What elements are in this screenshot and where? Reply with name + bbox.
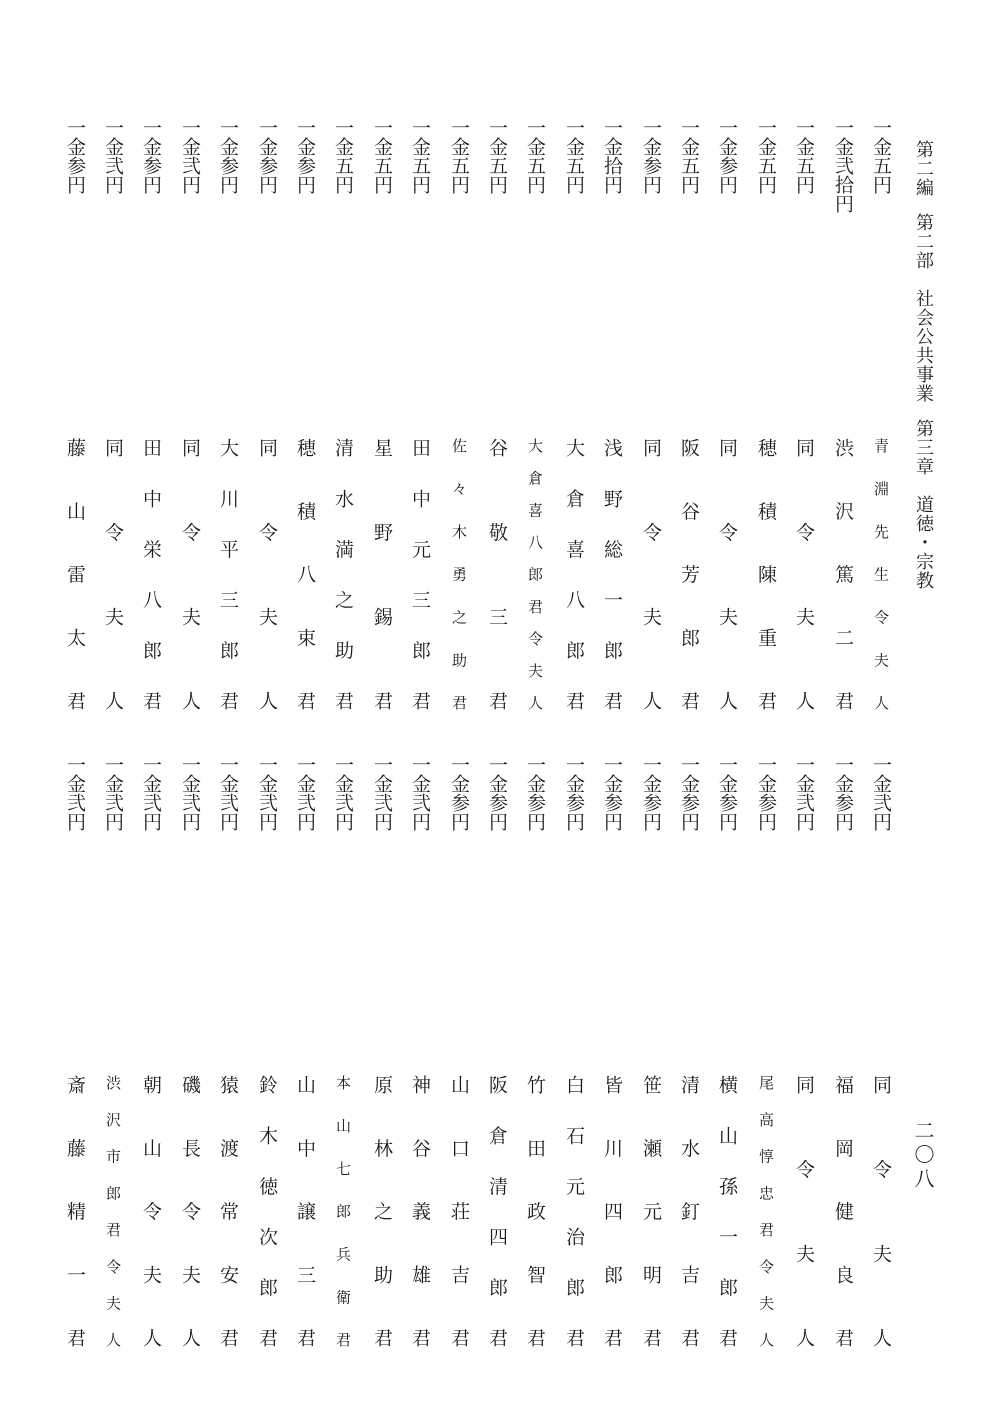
donation-amount: 一金参円 bbox=[563, 755, 585, 831]
donation-amount: 一金参円 bbox=[294, 118, 316, 194]
running-header bbox=[912, 140, 934, 590]
donor-name: 鈴木徳次郎君 bbox=[256, 1075, 278, 1347]
donation-amount: 一金参円 bbox=[486, 755, 508, 831]
donor-name: 山中譲三君 bbox=[294, 1075, 316, 1347]
donation-amount: 一金弐円 bbox=[294, 755, 316, 831]
donation-amount: 一金弐円 bbox=[102, 118, 124, 194]
donation-amount: 一金参円 bbox=[640, 755, 662, 831]
donor-name: 白石元治郎君 bbox=[563, 1075, 585, 1347]
donation-amount: 一金五円 bbox=[563, 118, 585, 194]
donor-name: 同令夫人 bbox=[640, 438, 662, 710]
donation-amount: 一金五円 bbox=[448, 118, 470, 194]
donation-amount: 一金弐円 bbox=[179, 118, 201, 194]
donor-name: 穂積陳重君 bbox=[755, 438, 777, 710]
donation-amount: 一金弐円 bbox=[179, 755, 201, 831]
donation-amount: 一金弐円 bbox=[140, 755, 162, 831]
donation-amount: 一金五円 bbox=[524, 118, 546, 194]
donor-name: 本山七郎兵衛君 bbox=[334, 1075, 352, 1347]
donation-amount: 一金参円 bbox=[678, 755, 700, 831]
donation-amount: 一金五円 bbox=[409, 118, 431, 194]
donor-name: 大倉喜八郎君令夫人 bbox=[526, 438, 544, 710]
donor-name: 大倉喜八郎君 bbox=[563, 438, 585, 710]
donor-name: 猿渡常安君 bbox=[217, 1075, 239, 1347]
donor-name: 星野錫君 bbox=[371, 438, 393, 710]
donor-name: 清水満之助君 bbox=[332, 438, 354, 710]
donation-amount: 一金五円 bbox=[486, 118, 508, 194]
header-part: 第二編 bbox=[913, 140, 934, 197]
donor-name: 原林之助君 bbox=[371, 1075, 393, 1347]
donation-amount: 一金拾円 bbox=[601, 118, 623, 194]
donor-name: 竹田政智君 bbox=[524, 1075, 546, 1347]
donor-name: 田中栄八郎君 bbox=[140, 438, 162, 710]
donor-name: 同令夫人 bbox=[716, 438, 738, 710]
donation-amount: 一金参円 bbox=[716, 118, 738, 194]
donor-name: 横山孫一郎君 bbox=[716, 1075, 738, 1347]
donation-amount: 一金弐円 bbox=[870, 755, 892, 831]
donor-name: 同令夫人 bbox=[179, 438, 201, 710]
donation-amount: 一金弐拾円 bbox=[832, 118, 854, 213]
donor-name: 阪倉清四郎君 bbox=[486, 1075, 508, 1347]
donation-amount: 一金弐円 bbox=[256, 755, 278, 831]
donation-amount: 一金参円 bbox=[524, 755, 546, 831]
donor-name: 朝山令夫人 bbox=[140, 1075, 162, 1347]
header-division: 第二部 社会公共事業 bbox=[913, 213, 934, 403]
donation-amount: 一金弐円 bbox=[217, 755, 239, 831]
donor-name: 山口荘吉君 bbox=[448, 1075, 470, 1347]
donor-name: 藤山雷太君 bbox=[64, 438, 86, 710]
header-chapter: 第三章 道徳・宗教 bbox=[913, 419, 934, 590]
donation-amount: 一金五円 bbox=[793, 118, 815, 194]
donation-amount: 一金弐円 bbox=[64, 755, 86, 831]
donor-name: 尾高惇忠君令夫人 bbox=[757, 1075, 775, 1347]
donor-name: 穂積八束君 bbox=[294, 438, 316, 710]
donor-name: 田中元三郎君 bbox=[409, 438, 431, 710]
donation-amount: 一金参円 bbox=[217, 118, 239, 194]
donor-name: 青淵先生令夫人 bbox=[872, 438, 890, 710]
donor-name: 斎藤精一君 bbox=[64, 1075, 86, 1347]
donation-amount: 一金参円 bbox=[640, 118, 662, 194]
donor-name: 笹瀬元明君 bbox=[640, 1075, 662, 1347]
donation-amount: 一金弐円 bbox=[102, 755, 124, 831]
donation-amount: 一金五円 bbox=[371, 118, 393, 194]
donation-amount: 一金参円 bbox=[140, 118, 162, 194]
donor-name: 同令夫人 bbox=[793, 1075, 815, 1347]
donor-name: 渋沢篤二君 bbox=[832, 438, 854, 710]
donation-amount: 一金弐円 bbox=[332, 755, 354, 831]
donor-name: 同令夫人 bbox=[256, 438, 278, 710]
donor-name: 磯長令夫人 bbox=[179, 1075, 201, 1347]
donor-name: 同令夫人 bbox=[102, 438, 124, 710]
donor-name: 皆川四郎君 bbox=[601, 1075, 623, 1347]
donation-amount: 一金参円 bbox=[256, 118, 278, 194]
donation-amount: 一金参円 bbox=[64, 118, 86, 194]
donor-name: 清水釘吉君 bbox=[678, 1075, 700, 1347]
donor-name: 同令夫人 bbox=[793, 438, 815, 710]
donation-amount: 一金五円 bbox=[332, 118, 354, 194]
donation-amount: 一金参円 bbox=[448, 755, 470, 831]
donation-amount: 一金参円 bbox=[601, 755, 623, 831]
donor-name: 浅野総一郎君 bbox=[601, 438, 623, 710]
donation-amount: 一金弐円 bbox=[793, 755, 815, 831]
donor-name: 渋沢市郎君令夫人 bbox=[104, 1075, 122, 1347]
donor-name: 阪谷芳郎君 bbox=[678, 438, 700, 710]
donor-name: 大川平三郎君 bbox=[217, 438, 239, 710]
donor-name: 神谷義雄君 bbox=[409, 1075, 431, 1347]
donation-amount: 一金五円 bbox=[678, 118, 700, 194]
page-number: 二〇八 bbox=[911, 1120, 935, 1192]
donation-amount: 一金参円 bbox=[755, 755, 777, 831]
donation-amount: 一金参円 bbox=[716, 755, 738, 831]
donor-name: 福岡健良君 bbox=[832, 1075, 854, 1347]
donor-name: 谷敬三君 bbox=[486, 438, 508, 710]
donor-name: 同令夫人 bbox=[870, 1075, 892, 1347]
donation-amount: 一金五円 bbox=[755, 118, 777, 194]
donation-amount: 一金参円 bbox=[832, 755, 854, 831]
donor-name: 佐々木勇之助君 bbox=[450, 438, 468, 710]
donation-amount: 一金弐円 bbox=[371, 755, 393, 831]
donation-amount: 一金弐円 bbox=[409, 755, 431, 831]
donation-amount: 一金五円 bbox=[870, 118, 892, 194]
